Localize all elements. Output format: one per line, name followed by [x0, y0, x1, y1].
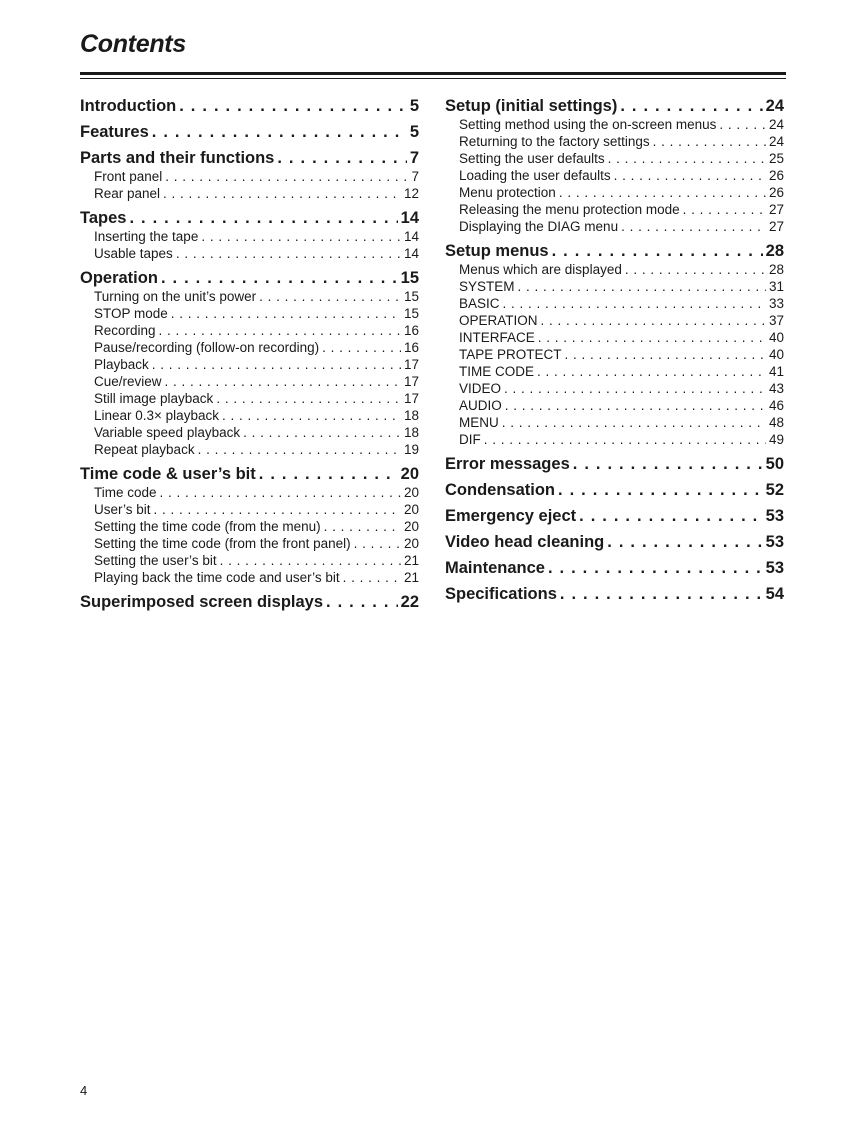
toc-dot-leader: [159, 322, 401, 339]
toc-section-entry[interactable]: [445, 96, 784, 116]
toc-entry-page: 5: [409, 97, 419, 115]
toc-subsection-entry[interactable]: [80, 373, 419, 390]
toc-subsection-entry[interactable]: [445, 167, 784, 184]
toc-entry-label: Repeat playback: [94, 442, 195, 457]
toc-section-entry[interactable]: [80, 464, 419, 484]
toc-entry-label: Still image playback: [94, 391, 214, 406]
toc-subsection-entry[interactable]: [80, 552, 419, 569]
toc-entry-label: Front panel: [94, 169, 163, 184]
toc-entry-label: Time code: [94, 485, 157, 500]
toc-dot-leader: [548, 558, 763, 578]
toc-dot-leader: [484, 431, 766, 448]
toc-entry-page: 20: [403, 519, 419, 534]
toc-dot-leader: [541, 312, 766, 329]
page-title: Contents: [80, 30, 186, 58]
toc-entry-page: 53: [765, 507, 784, 525]
toc-entry-page: 14: [400, 209, 419, 227]
toc-entry-label: Setup (initial settings): [445, 97, 618, 115]
toc-entry-label: STOP mode: [94, 306, 168, 321]
toc-entry-page: 14: [403, 229, 419, 244]
toc-subsection-entry[interactable]: [80, 407, 419, 424]
toc-subsection-entry[interactable]: [445, 218, 784, 235]
toc-dot-leader: [625, 261, 766, 278]
toc-subsection-entry[interactable]: [80, 339, 419, 356]
toc-dot-leader: [179, 96, 407, 116]
toc-subsection-entry[interactable]: [80, 168, 419, 185]
toc-section-entry[interactable]: [80, 268, 419, 288]
toc-dot-leader: [154, 501, 401, 518]
toc-subsection-entry[interactable]: [80, 288, 419, 305]
toc-entry-page: 16: [403, 340, 419, 355]
toc-dot-leader: [573, 454, 763, 474]
toc-entry-label: AUDIO: [459, 398, 502, 413]
toc-entry-label: OPERATION: [459, 313, 538, 328]
toc-entry-label: Maintenance: [445, 559, 545, 577]
toc-entry-page: 40: [768, 347, 784, 362]
toc-dot-leader: [165, 373, 401, 390]
toc-entry-page: 22: [400, 593, 419, 611]
toc-entry-label: Recording: [94, 323, 156, 338]
toc-entry-page: 19: [403, 442, 419, 457]
toc-dot-leader: [518, 278, 766, 295]
toc-entry-page: 17: [403, 357, 419, 372]
toc-section-entry[interactable]: [445, 454, 784, 474]
toc-entry-label: Superimposed screen displays: [80, 593, 324, 611]
toc-subsection-entry[interactable]: [80, 185, 419, 202]
toc-entry-label: INTERFACE: [459, 330, 535, 345]
toc-entry-page: 54: [765, 585, 784, 603]
page-number: 4: [80, 1083, 88, 1098]
toc-entry-page: 20: [403, 536, 419, 551]
toc-dot-leader: [503, 295, 766, 312]
toc-entry-page: 15: [403, 289, 419, 304]
toc-entry-page: 43: [768, 381, 784, 396]
toc-entry-label: Loading the user defaults: [459, 168, 611, 183]
toc-entry-page: 48: [768, 415, 784, 430]
toc-entry-label: Turning on the unit’s power: [94, 289, 257, 304]
toc-dot-leader: [326, 592, 398, 612]
toc-entry-label: Usable tapes: [94, 246, 173, 261]
toc-entry-label: Releasing the menu protection mode: [459, 202, 680, 217]
toc-entry-label: User’s bit: [94, 502, 151, 517]
toc-entry-page: 53: [765, 533, 784, 551]
toc-dot-leader: [161, 268, 398, 288]
toc-entry-page: 20: [403, 485, 419, 500]
toc-entry-label: Error messages: [445, 455, 570, 473]
toc-dot-leader: [505, 397, 766, 414]
toc-subsection-entry[interactable]: [80, 424, 419, 441]
toc-entry-label: SYSTEM: [459, 279, 515, 294]
toc-entry-page: 26: [768, 185, 784, 200]
toc-subsection-entry[interactable]: [445, 397, 784, 414]
toc-dot-leader: [322, 339, 401, 356]
toc-entry-page: 24: [768, 134, 784, 149]
toc-entry-label: Playing back the time code and user’s bit: [94, 570, 340, 585]
toc-entry-label: Setting method using the on-screen menus: [459, 117, 717, 132]
toc-entry-label: Setting the user’s bit: [94, 553, 217, 568]
toc-entry-label: Setup menus: [445, 242, 549, 260]
toc-entry-label: Returning to the factory settings: [459, 134, 650, 149]
toc-section-entry[interactable]: [445, 532, 784, 552]
toc-entry-label: Tapes: [80, 209, 127, 227]
toc-dot-leader: [537, 363, 766, 380]
toc-entry-label: Video head cleaning: [445, 533, 605, 551]
toc-dot-leader: [176, 245, 401, 262]
toc-subsection-entry[interactable]: [80, 518, 419, 535]
toc-subsection-entry[interactable]: [80, 535, 419, 552]
toc-dot-leader: [171, 305, 401, 322]
toc-entry-page: 16: [403, 323, 419, 338]
toc-dot-leader: [277, 148, 406, 168]
toc-dot-leader: [160, 484, 401, 501]
toc-subsection-entry[interactable]: [445, 116, 784, 133]
toc-dot-leader: [243, 424, 401, 441]
toc-dot-leader: [165, 168, 408, 185]
toc-entry-page: 40: [768, 330, 784, 345]
toc-section-entry[interactable]: [445, 241, 784, 261]
toc-entry-label: Setting the time code (from the menu): [94, 519, 321, 534]
toc-entry-label: MENU: [459, 415, 499, 430]
toc-subsection-entry[interactable]: [80, 305, 419, 322]
toc-subsection-entry[interactable]: [445, 312, 784, 329]
toc-entry-label: Setting the time code (from the front panel): [94, 536, 351, 551]
toc-entry-page: 18: [403, 425, 419, 440]
toc-entry-page: 21: [403, 553, 419, 568]
toc-entry-page: 17: [403, 374, 419, 389]
toc-dot-leader: [222, 407, 401, 424]
toc-subsection-entry[interactable]: [445, 261, 784, 278]
toc-entry-label: Cue/review: [94, 374, 162, 389]
toc-entry-page: 50: [765, 455, 784, 473]
toc-entry-label: Displaying the DIAG menu: [459, 219, 619, 234]
toc-entry-label: Playback: [94, 357, 149, 372]
toc-entry-page: 5: [409, 123, 419, 141]
toc-section-entry[interactable]: [80, 592, 419, 612]
toc-entry-label: TAPE PROTECT: [459, 347, 562, 362]
toc-entry-page: 33: [768, 296, 784, 311]
toc-dot-leader: [607, 532, 762, 552]
toc-dot-leader: [621, 218, 766, 235]
toc-entry-page: 20: [403, 502, 419, 517]
toc-right-column: [445, 96, 784, 604]
toc-subsection-entry[interactable]: [445, 150, 784, 167]
toc-subsection-entry[interactable]: [80, 245, 419, 262]
toc-subsection-entry[interactable]: [445, 431, 784, 448]
toc-subsection-entry[interactable]: [445, 133, 784, 150]
toc-entry-label: Specifications: [445, 585, 557, 603]
toc-subsection-entry[interactable]: [80, 441, 419, 458]
toc-section-entry[interactable]: [445, 506, 784, 526]
toc-entry-label: VIDEO: [459, 381, 502, 396]
toc-section-entry[interactable]: [80, 148, 419, 168]
toc-subsection-entry[interactable]: [80, 390, 419, 407]
title-rule-thin: [80, 78, 786, 79]
toc-dot-leader: [354, 535, 401, 552]
toc-dot-leader: [198, 441, 401, 458]
toc-subsection-entry[interactable]: [445, 346, 784, 363]
toc-dot-leader: [608, 150, 766, 167]
toc-section-entry[interactable]: [445, 558, 784, 578]
toc-entry-page: 17: [403, 391, 419, 406]
toc-left-column: [80, 96, 419, 612]
toc-subsection-entry[interactable]: [445, 363, 784, 380]
toc-dot-leader: [343, 569, 401, 586]
toc-entry-label: Emergency eject: [445, 507, 577, 525]
toc-entry-label: Menu protection: [459, 185, 556, 200]
toc-entry-label: Inserting the tape: [94, 229, 199, 244]
toc-entry-label: Introduction: [80, 97, 177, 115]
toc-dot-leader: [558, 480, 763, 500]
toc-entry-label: BASIC: [459, 296, 500, 311]
toc-entry-page: 41: [768, 364, 784, 379]
toc-entry-page: 31: [768, 279, 784, 294]
toc-entry-label: Variable speed playback: [94, 425, 241, 440]
toc-section-entry[interactable]: [445, 480, 784, 500]
toc-entry-page: 24: [768, 117, 784, 132]
toc-subsection-entry[interactable]: [445, 414, 784, 431]
toc-entry-label: Features: [80, 123, 149, 141]
toc-entry-page: 20: [400, 465, 419, 483]
toc-section-entry[interactable]: [80, 122, 419, 142]
toc-section-entry[interactable]: [80, 208, 419, 228]
toc-entry-label: Parts and their functions: [80, 149, 275, 167]
title-rule-thick: [80, 72, 786, 75]
toc-subsection-entry[interactable]: [445, 278, 784, 295]
toc-entry-label: Rear panel: [94, 186, 161, 201]
toc-entry-page: 15: [400, 269, 419, 287]
toc-dot-leader: [538, 329, 766, 346]
toc-dot-leader: [220, 552, 401, 569]
toc-entry-page: 18: [403, 408, 419, 423]
toc-entry-page: 21: [403, 570, 419, 585]
toc-entry-page: 52: [765, 481, 784, 499]
toc-entry-page: 7: [411, 169, 419, 184]
toc-dot-leader: [129, 208, 397, 228]
toc-dot-leader: [565, 346, 766, 363]
toc-dot-leader: [152, 122, 407, 142]
toc-dot-leader: [504, 380, 766, 397]
toc-entry-label: Setting the user defaults: [459, 151, 605, 166]
toc-dot-leader: [614, 167, 766, 184]
toc-entry-label: Menus which are displayed: [459, 262, 622, 277]
toc-entry-label: Time code & user’s bit: [80, 465, 256, 483]
toc-entry-page: 15: [403, 306, 419, 321]
toc-dot-leader: [579, 506, 762, 526]
toc-entry-label: Operation: [80, 269, 158, 287]
toc-section-entry[interactable]: [445, 584, 784, 604]
toc-entry-page: 14: [403, 246, 419, 261]
toc-dot-leader: [653, 133, 766, 150]
toc-dot-leader: [620, 96, 762, 116]
toc-entry-page: 26: [768, 168, 784, 183]
toc-subsection-entry[interactable]: [445, 329, 784, 346]
toc-subsection-entry[interactable]: [80, 569, 419, 586]
toc-dot-leader: [719, 116, 766, 133]
toc-entry-label: Condensation: [445, 481, 555, 499]
toc-section-entry[interactable]: [80, 96, 419, 116]
toc-dot-leader: [163, 185, 401, 202]
toc-dot-leader: [559, 184, 766, 201]
toc-dot-leader: [502, 414, 766, 431]
toc-dot-leader: [259, 464, 398, 484]
toc-entry-page: 7: [409, 149, 419, 167]
toc-entry-page: 25: [768, 151, 784, 166]
toc-entry-page: 24: [765, 97, 784, 115]
toc-entry-page: 37: [768, 313, 784, 328]
toc-dot-leader: [683, 201, 766, 218]
toc-subsection-entry[interactable]: [80, 356, 419, 373]
toc-entry-label: DIF: [459, 432, 481, 447]
toc-dot-leader: [324, 518, 401, 535]
toc-subsection-entry[interactable]: [445, 295, 784, 312]
toc-subsection-entry[interactable]: [80, 484, 419, 501]
toc-dot-leader: [259, 288, 401, 305]
toc-dot-leader: [201, 228, 401, 245]
toc-subsection-entry[interactable]: [445, 184, 784, 201]
toc-dot-leader: [216, 390, 401, 407]
toc-entry-label: TIME CODE: [459, 364, 535, 379]
toc-entry-page: 53: [765, 559, 784, 577]
toc-entry-label: Linear 0.3× playback: [94, 408, 219, 423]
toc-entry-page: 12: [403, 186, 419, 201]
toc-entry-page: 28: [765, 242, 784, 260]
toc-entry-page: 27: [768, 202, 784, 217]
toc-dot-leader: [152, 356, 401, 373]
toc-subsection-entry[interactable]: [445, 201, 784, 218]
toc-subsection-entry[interactable]: [445, 380, 784, 397]
toc-entry-page: 46: [768, 398, 784, 413]
toc-subsection-entry[interactable]: [80, 322, 419, 339]
toc-subsection-entry[interactable]: [80, 501, 419, 518]
toc-entry-page: 27: [768, 219, 784, 234]
toc-entry-page: 28: [768, 262, 784, 277]
toc-entry-page: 49: [768, 432, 784, 447]
toc-subsection-entry[interactable]: [80, 228, 419, 245]
toc-entry-label: Pause/recording (follow-on recording): [94, 340, 320, 355]
toc-dot-leader: [560, 584, 763, 604]
toc-dot-leader: [552, 241, 763, 261]
